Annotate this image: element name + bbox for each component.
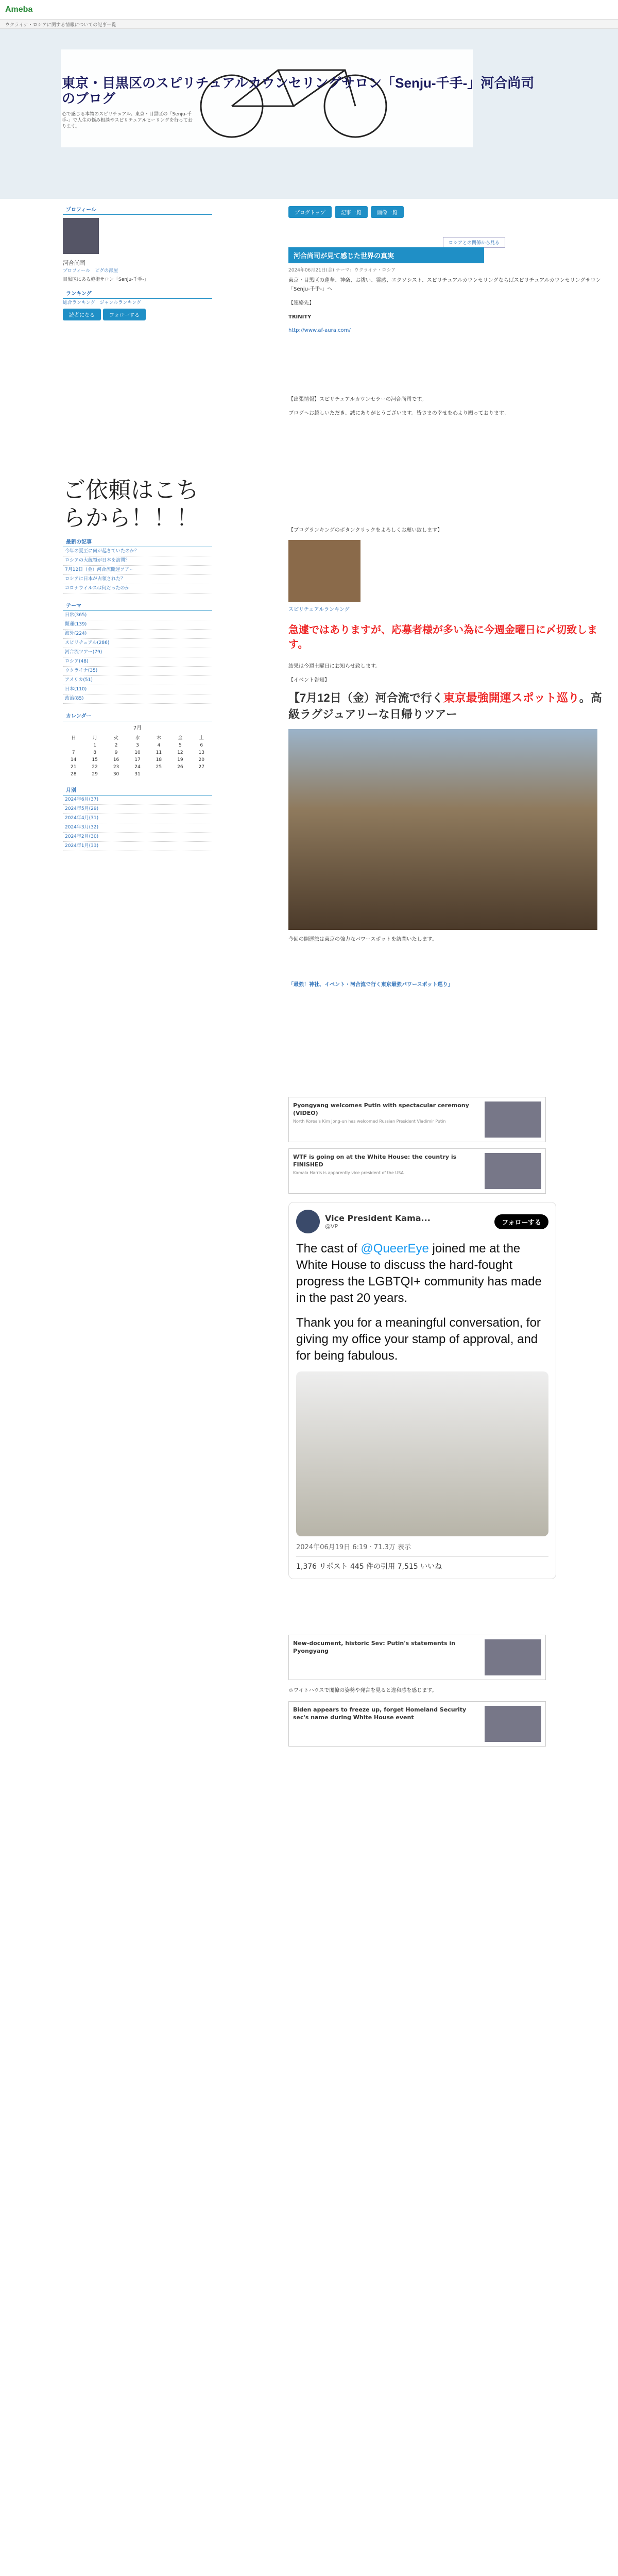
tweet-timestamp: 2024年06月19日 6:19 · 71.3万 表示 (296, 1544, 411, 1551)
calendar-day[interactable]: 25 (156, 765, 162, 770)
calendar-day (191, 771, 212, 778)
profile-links[interactable]: プロフィール ピグの部屋 (63, 268, 118, 274)
sidebar-lower (63, 536, 212, 857)
theme-item[interactable]: 海外(224) (63, 630, 212, 639)
ranking-heading: ランキング (63, 287, 212, 299)
blog-tabs (288, 206, 404, 218)
tour-body: 今回の開運旅は東京の強力なパワースポットを訪問いたします。 (288, 937, 437, 942)
reader-button[interactable]: 読者になる (63, 309, 101, 320)
tweet-avatar[interactable] (296, 1210, 320, 1233)
breadcrumb: ウクライナ・ロシアに関する情報についての記事一覧 (0, 20, 618, 29)
theme-box (63, 600, 212, 704)
tab-entry-list[interactable]: 記事一覧 (335, 206, 368, 218)
tweet-stats: 1,376 リポスト 445 件の引用 7,515 いいね (296, 1556, 548, 1571)
calendar-day[interactable]: 26 (177, 765, 183, 770)
latest-item[interactable]: コロナウイルスは何だったのか (63, 584, 212, 594)
calendar-day[interactable]: 2 (114, 743, 118, 748)
theme-item[interactable]: 政治(85) (63, 694, 212, 704)
deadline-alert: 急遽ではありますが、応募者様が多い為に今週金曜日に〆切致します。 (288, 624, 597, 650)
calendar-day[interactable]: 10 (134, 750, 141, 755)
latest-item[interactable]: ロシアの大統領が日本を訪問？ (63, 556, 212, 566)
latest-heading: 最新の記事 (63, 536, 212, 547)
calendar-day[interactable]: 31 (134, 772, 141, 777)
tweet-video[interactable] (296, 1371, 548, 1536)
tab-blog-top[interactable]: ブログトップ (288, 206, 332, 218)
tweet-text-part: Thank you for a meaningful conversation, for giving my office your stamp of approval, and for being fabulous. (296, 1316, 541, 1363)
theme-item[interactable]: アメリカ(51) (63, 676, 212, 685)
blog-title[interactable]: 東京・目黒区のスピリチュアルカウンセリングサロン「Senju-千手-」河合尚司のブログ (62, 75, 535, 106)
ranking-banner-caption[interactable]: スピリチュアルランキング (288, 607, 350, 613)
calendar-weekday: 日 (71, 736, 76, 741)
calendar-day (148, 771, 169, 778)
tour-title (288, 690, 608, 723)
calendar-day[interactable]: 3 (136, 743, 139, 748)
theme-item[interactable]: スピリチュアル(286) (63, 639, 212, 648)
related-link[interactable]: ロシアとの関係から見る (443, 237, 505, 248)
blog-description: 心で感じる本物のスピリチュアル。東京・目黒区の「Senju-千手-」で人生の悩み相談やスピリチュアルヒーリングを行っております。 (62, 112, 193, 129)
avatar[interactable] (63, 218, 99, 254)
latest-item[interactable]: 今年の夏至に何が起きていたのか？ (63, 547, 212, 556)
calendar-day[interactable]: 11 (156, 750, 162, 755)
calendar-box (63, 710, 212, 778)
calendar-day[interactable]: 30 (113, 772, 119, 777)
archive-item[interactable]: 2024年3月(32) (63, 823, 212, 833)
top-bar (0, 0, 618, 20)
calendar-day[interactable]: 13 (198, 750, 204, 755)
calendar-day[interactable]: 1 (93, 743, 96, 748)
sidebar (63, 204, 212, 327)
news-card-title[interactable]: WTF is going on at the White House: the country is FINISHED (293, 1154, 457, 1168)
calendar-day[interactable]: 17 (134, 757, 141, 762)
news-card-thumbnail[interactable] (485, 1101, 541, 1138)
news-card[interactable] (288, 1148, 546, 1194)
calendar-day[interactable]: 8 (93, 750, 96, 755)
closing-text: ホワイトハウスで閣僚の姿勢や発言を見ると違和感を感じます。 (288, 1688, 437, 1693)
news-card-sub: Kamala Harris is apparently vice president of the USA (293, 1171, 404, 1175)
latest-item[interactable]: ロシアに日本が占領された？ (63, 575, 212, 584)
tweet-mention[interactable]: @QueerEye (360, 1242, 429, 1256)
calendar-day[interactable]: 18 (156, 757, 162, 762)
temple-photo (288, 729, 597, 930)
calendar-weekday: 月 (92, 736, 97, 741)
ranking-banner-image[interactable] (288, 540, 360, 602)
news-card-sub: North Korea's Kim Jong-un has welcomed Russian President Vladimir Putin (293, 1119, 446, 1124)
tweet-text-part: joined me at the White House to discuss the hard-fought progress the LGBTQI+ community has made in the past 20 years. (296, 1242, 542, 1305)
calendar-day (63, 742, 84, 749)
calendar-weekday: 水 (135, 736, 140, 741)
calendar-day[interactable]: 21 (70, 765, 77, 770)
tour-title-part: 【7月12日（金）河合流で行く (288, 691, 443, 704)
tweet-author-name[interactable]: Vice President Kama... (325, 1213, 431, 1223)
calendar-heading: カレンダー (63, 710, 212, 721)
calendar-day[interactable]: 24 (134, 765, 141, 770)
calendar-weekday: 土 (199, 736, 204, 741)
calendar-day[interactable]: 4 (157, 743, 161, 748)
calendar-day[interactable]: 7 (72, 750, 75, 755)
site-name: TRINITY (288, 314, 312, 320)
calendar-day[interactable]: 16 (113, 757, 119, 762)
news-card[interactable] (288, 1701, 546, 1747)
calendar-day[interactable]: 20 (198, 757, 204, 762)
tour-title-highlight: 東京最強開運スポット巡り (443, 691, 579, 704)
calendar-weekday: 火 (114, 736, 119, 741)
embedded-tweet[interactable] (288, 1202, 556, 1579)
tweet-text-part: The cast of (296, 1242, 361, 1256)
entry-meta: 2024年06月21日(金) テーマ：ウクライナ・ロシア (288, 268, 396, 273)
theme-item[interactable]: ロシア(48) (63, 657, 212, 667)
theme-heading: テーマ (63, 600, 212, 611)
news-card-title[interactable]: Pyongyang welcomes Putin with spectacular ceremony (VIDEO) (293, 1102, 469, 1116)
section2-body: ブログへお越しいただき、誠にありがとうございます。皆さまの幸せを心より願っております。 (288, 411, 509, 416)
tweet-author-handle[interactable]: @VP (325, 1223, 338, 1230)
ranking-text[interactable]: 総合ランキング ジャンルランキング (63, 300, 142, 306)
deadline-sub: 結果は今週土曜日にお知らせ致します。 (288, 664, 381, 669)
news-card-thumbnail[interactable] (485, 1639, 541, 1675)
tweet-text (296, 1241, 548, 1364)
calendar-month: 7月 (133, 725, 142, 731)
profile-box (63, 204, 212, 320)
site-link[interactable]: http://www.af-aura.com/ (288, 328, 351, 333)
calendar-day[interactable]: 14 (70, 757, 77, 762)
calendar-day[interactable]: 29 (92, 772, 98, 777)
profile-text: 目黒区にある施術サロン「Senju-千手-」 (63, 277, 149, 282)
ameba-logo[interactable]: Ameba (5, 5, 33, 14)
calendar-day[interactable]: 15 (92, 757, 98, 762)
news-card-thumbnail[interactable] (485, 1706, 541, 1742)
calendar-day[interactable]: 9 (114, 750, 118, 755)
calendar-weekday: 木 (156, 736, 161, 741)
follow-button[interactable]: フォローする (103, 309, 146, 320)
request-cta[interactable]: ご依頼はこちらから！！！ (63, 478, 199, 531)
entry-main (288, 247, 608, 1753)
archive-item[interactable]: 2024年5月(29) (63, 805, 212, 814)
news-card-title[interactable]: New-document, historic Sev: Putin's statements in Pyongyang (293, 1640, 455, 1654)
ranking-request: 【ブログランキングのボタンクリックをよろしくお願い致します】 (288, 528, 443, 533)
theme-item[interactable]: 開運(139) (63, 620, 212, 630)
calendar-day[interactable]: 12 (177, 750, 183, 755)
latest-item[interactable]: 7月12日（金）河合流開運ツアー (63, 566, 212, 575)
archive-box (63, 784, 212, 851)
theme-item[interactable]: ウクライナ(35) (63, 667, 212, 676)
profile-heading: プロフィール (63, 204, 212, 215)
archive-heading: 月別 (63, 784, 212, 795)
calendar-day[interactable]: 6 (200, 743, 203, 748)
news-card-thumbnail[interactable] (485, 1153, 541, 1189)
profile-name[interactable]: 河合尚司 (63, 260, 85, 266)
archive-item[interactable]: 2024年4月(31) (63, 814, 212, 823)
tour-link[interactable]: 「最強！神社、イベント・河合流で行く東京最強パワースポット巡り」 (288, 982, 453, 988)
calendar-table (63, 733, 212, 778)
calendar-day[interactable]: 19 (177, 757, 183, 762)
calendar-day[interactable]: 5 (178, 743, 182, 748)
news-card-title[interactable]: Biden appears to freeze up, forget Homeland Security sec's name during White House event (293, 1706, 467, 1721)
tour-title-part: 。高級ラグジュアリーな日帰りツアー (288, 691, 602, 721)
calendar-weekday: 金 (178, 736, 183, 741)
tab-image-list[interactable]: 画像一覧 (371, 206, 404, 218)
calendar-day[interactable]: 22 (92, 765, 98, 770)
calendar-day[interactable]: 23 (113, 765, 119, 770)
theme-item[interactable]: 日本(110) (63, 685, 212, 694)
news-card[interactable] (288, 1097, 546, 1142)
section2-title: 【出張情報】スピリチュアルカウンセラーの河合尚司です。 (288, 397, 427, 402)
archive-item[interactable]: 2024年6月(37) (63, 795, 212, 805)
calendar-day[interactable]: 28 (70, 772, 77, 777)
latest-box (63, 536, 212, 594)
follow-button[interactable]: フォローする (494, 1214, 548, 1229)
event-label: 【イベント告知】 (288, 677, 330, 683)
blog-header (0, 29, 618, 199)
entry-intro: 東京・目黒区の蓮華、神楽、お祓い、霊感、エクソシスト、スピリチュアルカウンセリングならばスピリチュアルカウンセリングサロン「Senju-千手-」へ (288, 278, 601, 292)
theme-item[interactable]: 河合流ツアー(79) (63, 648, 212, 657)
contact-label: 【連絡先】 (288, 300, 314, 306)
archive-item[interactable]: 2024年1月(33) (63, 842, 212, 851)
news-card[interactable] (288, 1635, 546, 1680)
archive-item[interactable]: 2024年2月(30) (63, 833, 212, 842)
theme-item[interactable]: 日常(365) (63, 611, 212, 620)
calendar-day (169, 771, 191, 778)
entry-title[interactable]: 河合尚司が見て感じた世界の真実 (288, 247, 484, 263)
calendar-day[interactable]: 27 (198, 765, 204, 770)
